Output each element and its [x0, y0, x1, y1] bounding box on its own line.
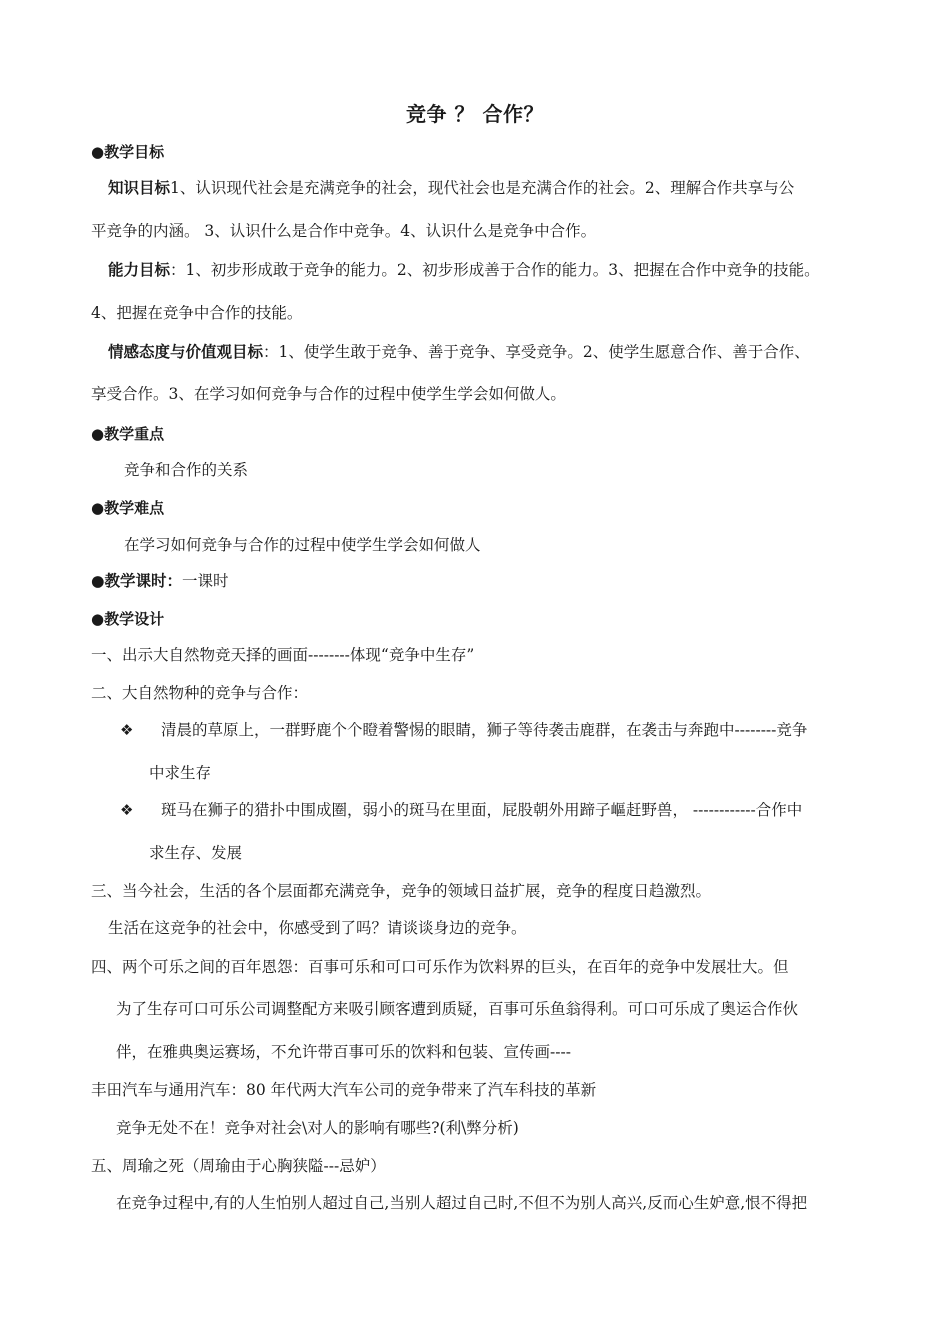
knowledge-objective-text1: 1、认识现代社会是充满竞争的社会，现代社会也是充满合作的社会。2、理解合作共享与公 [170, 179, 795, 197]
design-item-4-extra: 丰田汽车与通用汽车：80 年代两大汽车公司的竞争带来了汽车科技的革新 [91, 1081, 597, 1099]
bullet-1-line1: 清晨的草原上，一群野鹿个个瞪着警惕的眼睛，狮子等待袭击鹿群，在袭击与奔跑中--------竞争 [161, 721, 808, 739]
knowledge-objective-line2: 平竞争的内涵。 3、认识什么是合作中竞争。4、认识什么是竞争中合作。 [91, 222, 597, 240]
knowledge-objective-label: 知识目标 [108, 179, 171, 197]
key-point-heading: ●教学重点 [91, 425, 165, 443]
design-item-4-question: 竞争无处不在！竞争对社会\对人的影响有哪些?(利\弊分析) [116, 1119, 519, 1137]
design-item-5-text: 在竞争过程中,有的人生怕别人超过自己,当别人超过自己时,不但不为别人高兴,反而心生妒意,恨不得把 [116, 1194, 808, 1212]
class-hours-line [91, 571, 229, 591]
design-item-4-line2: 为了生存可口可乐公司调整配方来吸引顾客遭到质疑，百事可乐鱼翁得利。可口可乐成了奥运合作伙 [116, 1000, 799, 1018]
document-title: 竞争 ？ 合作？ [406, 102, 544, 126]
design-item-3-sub: 生活在这竞争的社会中，你感受到了吗？请谈谈身边的竞争。 [108, 919, 527, 937]
design-item-4-line1: 四、两个可乐之间的百年恩怨：百事可乐和可口可乐作为饮料界的巨头，在百年的竞争中发展壮大。但 [91, 958, 789, 976]
emotion-objective-label: 情感态度与价值观目标 [108, 343, 264, 361]
emotion-objective-text1: ：1、使学生敢于竞争、善于竞争、享受竞争。2、使学生愿意合作、善于合作、 [263, 343, 810, 361]
key-point-text: 竞争和合作的关系 [124, 461, 249, 479]
bullet-1-line2: 中求生存 [149, 764, 212, 782]
difficulty-heading: ●教学难点 [91, 499, 165, 517]
knowledge-objective-line1 [108, 178, 794, 198]
ability-objective-line2: 4、把握在竞争中合作的技能。 [91, 304, 303, 322]
emotion-objective-line2: 享受合作。3、在学习如何竞争与合作的过程中使学生学会如何做人。 [91, 385, 566, 403]
emotion-objective-line1 [108, 342, 810, 362]
objectives-heading: ●教学目标 [91, 143, 165, 161]
difficulty-text: 在学习如何竞争与合作的过程中使学生学会如何做人 [124, 536, 481, 554]
diamond-bullet-icon: ❖ [120, 721, 134, 739]
design-item-5: 五、周瑜之死（周瑜由于心胸狭隘---忌妒） [91, 1157, 386, 1175]
ability-objective-text1: ：1、初步形成敢于竞争的能力。2、初步形成善于合作的能力。3、把握在合作中竞争的技能。 [170, 261, 820, 279]
design-item-2: 二、大自然物种的竞争与合作： [91, 684, 309, 702]
class-hours-value: 一课时 [182, 572, 229, 590]
ability-objective-label: 能力目标 [108, 261, 171, 279]
bullet-2-line1: 斑马在狮子的猎扑中围成圈，弱小的斑马在里面，屁股朝外用蹄子嶇赶野兽， ------------合作中 [161, 801, 803, 819]
design-item-1: 一、出示大自然物竞天择的画面--------体现“竞争中生存” [91, 646, 475, 664]
diamond-bullet-icon: ❖ [120, 801, 134, 819]
bullet-2-line2: 求生存、发展 [149, 844, 243, 862]
design-heading: ●教学设计 [91, 610, 165, 628]
ability-objective-line1 [108, 260, 820, 280]
design-item-4-line3: 伴，在雅典奥运赛场，不允许带百事可乐的饮料和包装、宣传画---- [116, 1043, 571, 1061]
class-hours-heading: ●教学课时： [91, 572, 183, 590]
design-item-3: 三、当今社会，生活的各个层面都充满竞争，竞争的领域日益扩展，竞争的程度日趋激烈。 [91, 882, 712, 900]
